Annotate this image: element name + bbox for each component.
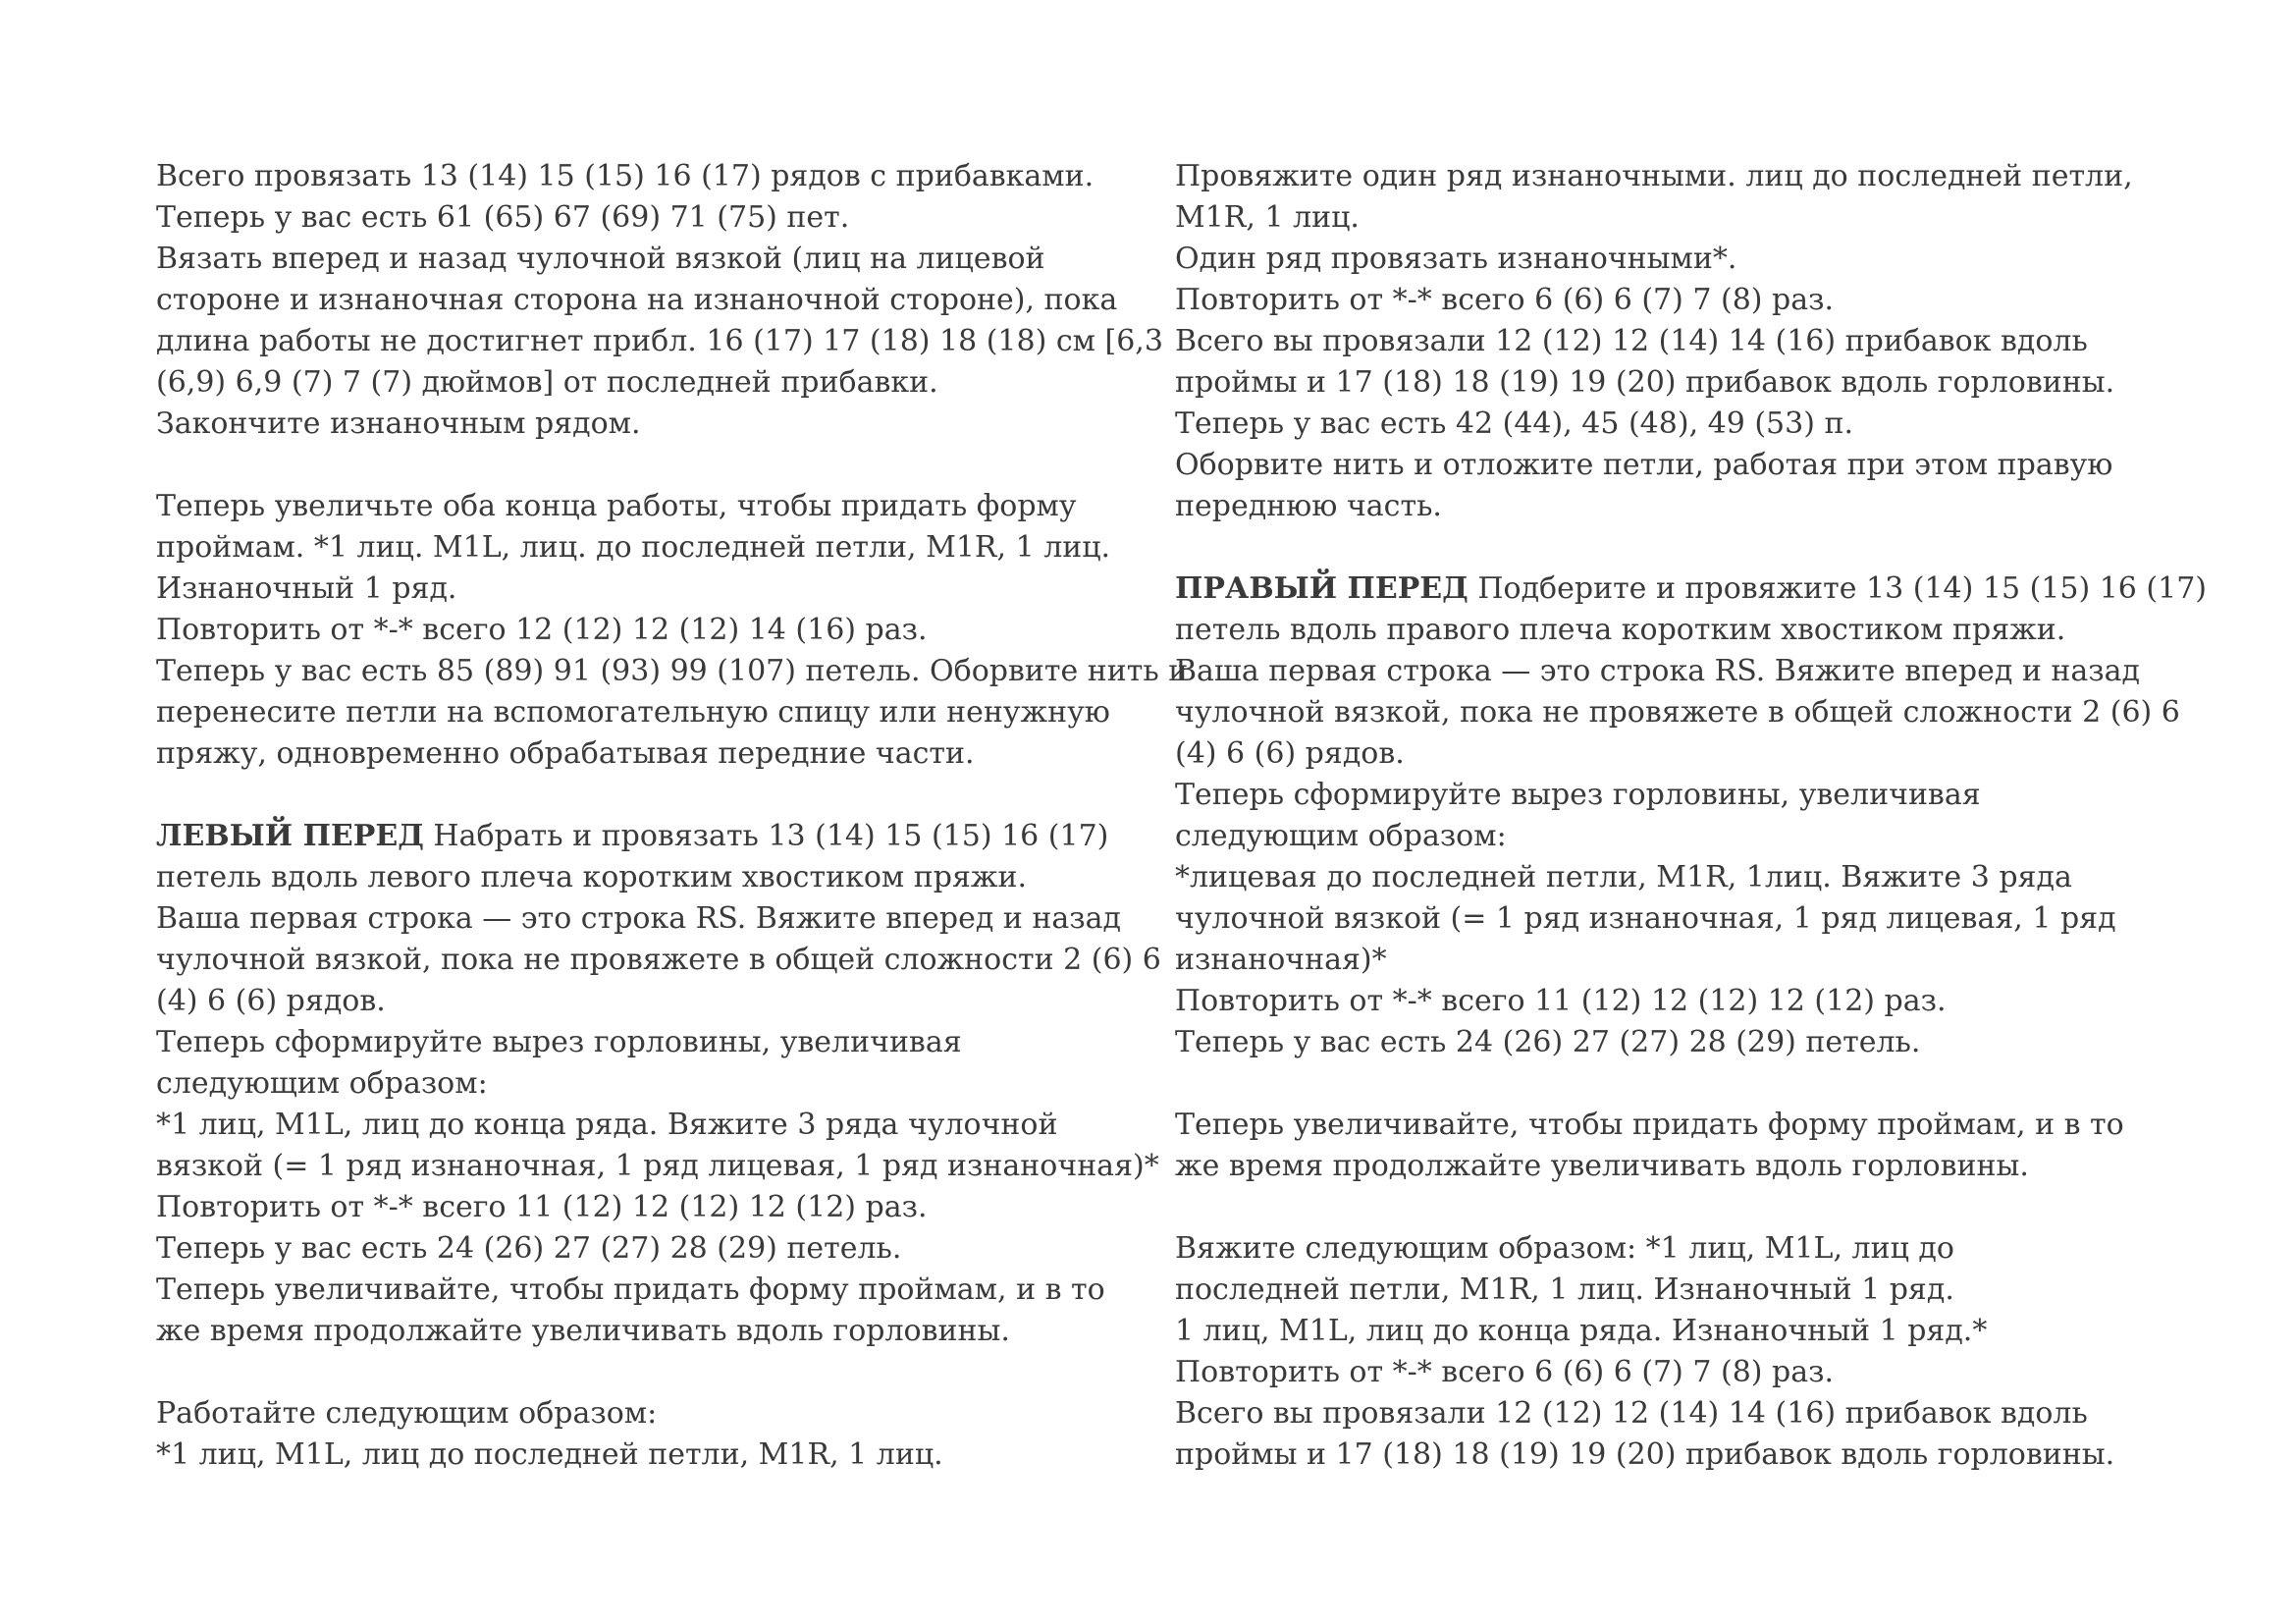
text-line: же время продолжайте увеличивать вдоль горловины. <box>156 1314 1010 1348</box>
text-line: Теперь у вас есть 24 (26) 27 (27) 28 (29) петель. <box>1175 1025 1921 1059</box>
text-line: изнаночная)* <box>1175 943 1387 977</box>
paragraph-gap <box>156 1352 1148 1393</box>
text-line: Повторить от *-* всего 6 (6) 6 (7) 7 (8) раз. <box>1175 1355 1835 1389</box>
text-line: Теперь увеличивайте, чтобы придать форму проймам, и в то <box>1175 1108 2124 1142</box>
text-line: же время продолжайте увеличивать вдоль горловины. <box>1175 1149 2029 1183</box>
text-line: чулочной вязкой, пока не провяжете в общей сложности 2 (6) 6 <box>1175 695 2180 730</box>
text-line: Вязать вперед и назад чулочной вязкой (лиц на лицевой <box>156 242 1045 276</box>
text-line: Ваша первая строка — это строка RS. Вяжите вперед и назад <box>1175 654 2140 688</box>
text-line: 1 лиц, M1L, лиц до конца ряда. Изнаночный 1 ряд.* <box>1175 1314 1988 1348</box>
text-line: перенесите петли на вспомогательную спицу или ненужную <box>156 695 1110 730</box>
text-line: *лицевая до последней петли, M1R, 1лиц. Вяжите 3 ряда <box>1175 860 2072 894</box>
text-line: (4) 6 (6) рядов. <box>156 984 386 1018</box>
text-line: Всего вы провязали 12 (12) 12 (14) 14 (16) прибавок вдоль <box>1175 324 2088 358</box>
text-line: чулочной вязкой, пока не провяжете в общей сложности 2 (6) 6 <box>156 943 1161 977</box>
text-line: вязкой (= 1 ряд изнаночная, 1 ряд лицевая, 1 ряд изнаночная)* <box>156 1149 1159 1183</box>
text-line: последней петли, M1R, 1 лиц. Изнаночный 1 ряд. <box>1175 1272 1954 1307</box>
text-line: Один ряд провязать изнаночными*. <box>1175 242 1737 276</box>
paragraph-gap <box>1175 1187 2166 1228</box>
text-line: стороне и изнаночная сторона на изнаночной стороне), пока <box>156 283 1118 317</box>
text-line: M1R, 1 лиц. <box>1175 200 1360 235</box>
text-line: чулочной вязкой (= 1 ряд изнаночная, 1 ряд лицевая, 1 ряд <box>1175 901 2116 936</box>
text-line: Теперь увеличьте оба конца работы, чтобы придать форму <box>156 489 1077 523</box>
text-line: петель вдоль левого плеча коротким хвостиком пряжи. <box>156 860 1028 894</box>
text-line: (6,9) 6,9 (7) 7 (7) дюймов] от последней прибавки. <box>156 365 938 400</box>
text-segment: Набрать и провязать 13 (14) 15 (15) 16 (17) <box>423 819 1109 853</box>
text-line: проймы и 17 (18) 18 (19) 19 (20) прибавок вдоль горловины. <box>1175 1437 2115 1472</box>
left-column <box>156 156 1189 1476</box>
text-line: Теперь у вас есть 24 (26) 27 (27) 28 (29) петель. <box>156 1231 902 1266</box>
text-line: пряжу, одновременно обрабатывая передние части. <box>156 736 975 771</box>
text-line: проймы и 17 (18) 18 (19) 19 (20) прибавок вдоль горловины. <box>1175 365 2115 400</box>
paragraph-gap <box>1175 527 2166 568</box>
text-line: *1 лиц, M1L, лиц до конца ряда. Вяжите 3 ряда чулочной <box>156 1108 1058 1142</box>
text-line: Всего вы провязали 12 (12) 12 (14) 14 (16) прибавок вдоль <box>1175 1396 2088 1431</box>
right-column <box>1175 156 2207 1476</box>
text-line: переднюю часть. <box>1175 489 1442 523</box>
text-line: Повторить от *-* всего 11 (12) 12 (12) 12 (12) раз. <box>156 1190 928 1224</box>
text-line: длина работы не достигнет прибл. 16 (17) 17 (18) 18 (18) см [6,3 <box>156 324 1163 358</box>
section-line-right-front <box>1175 568 2207 610</box>
text-line: Теперь увеличивайте, чтобы придать форму проймам, и в то <box>156 1272 1105 1307</box>
text-line: Повторить от *-* всего 6 (6) 6 (7) 7 (8) раз. <box>1175 283 1835 317</box>
text-line: Повторить от *-* всего 12 (12) 12 (12) 14 (16) раз. <box>156 613 928 647</box>
text-line: Вяжите следующим образом: *1 лиц, M1L, лиц до <box>1175 1231 1954 1266</box>
text-line: Повторить от *-* всего 11 (12) 12 (12) 12 (12) раз. <box>1175 984 1947 1018</box>
text-line: следующим образом: <box>1175 819 1507 853</box>
text-line: Теперь у вас есть 85 (89) 91 (93) 99 (107) петель. Оборвите нить и <box>156 654 1189 688</box>
text-line: Оборвите нить и отложите петли, работая при этом правую <box>1175 448 2113 482</box>
text-line: (4) 6 (6) рядов. <box>1175 736 1405 771</box>
text-line: Теперь у вас есть 61 (65) 67 (69) 71 (75) пет. <box>156 200 850 235</box>
text-segment: Подберите и провяжите 13 (14) 15 (15) 16 (17) <box>1468 571 2207 606</box>
text-line: проймам. *1 лиц. M1L, лиц. до последней петли, M1R, 1 лиц. <box>156 530 1111 565</box>
text-line: Теперь сформируйте вырез горловины, увеличивая <box>1175 778 1981 812</box>
text-line: Закончите изнаночным рядом. <box>156 406 641 441</box>
paragraph-gap <box>156 445 1148 486</box>
text-line: *1 лиц, M1L, лиц до последней петли, M1R, 1 лиц. <box>156 1437 943 1472</box>
paragraph-gap <box>1175 1063 2166 1105</box>
text-line: Изнаночный 1 ряд. <box>156 571 457 606</box>
text-line: Теперь сформируйте вырез горловины, увеличивая <box>156 1025 962 1059</box>
section-line-left-front <box>156 816 1148 857</box>
text-line: следующим образом: <box>156 1066 488 1101</box>
text-line: Всего провязать 13 (14) 15 (15) 16 (17) рядов с прибавками. <box>156 159 1095 193</box>
paragraph-gap <box>156 775 1148 816</box>
text-line: петель вдоль правого плеча коротким хвостиком пряжи. <box>1175 613 2066 647</box>
section-heading-right-front: ПРАВЫЙ ПЕРЕД <box>1175 571 1468 606</box>
text-line: Провяжите один ряд изнаночными. лиц до последней петли, <box>1175 159 2133 193</box>
text-line: Ваша первая строка — это строка RS. Вяжите вперед и назад <box>156 901 1121 936</box>
text-line: Теперь у вас есть 42 (44), 45 (48), 49 (53) п. <box>1175 406 1853 441</box>
text-line: Работайте следующим образом: <box>156 1396 658 1431</box>
section-heading-left-front: ЛЕВЫЙ ПЕРЕД <box>156 819 424 853</box>
